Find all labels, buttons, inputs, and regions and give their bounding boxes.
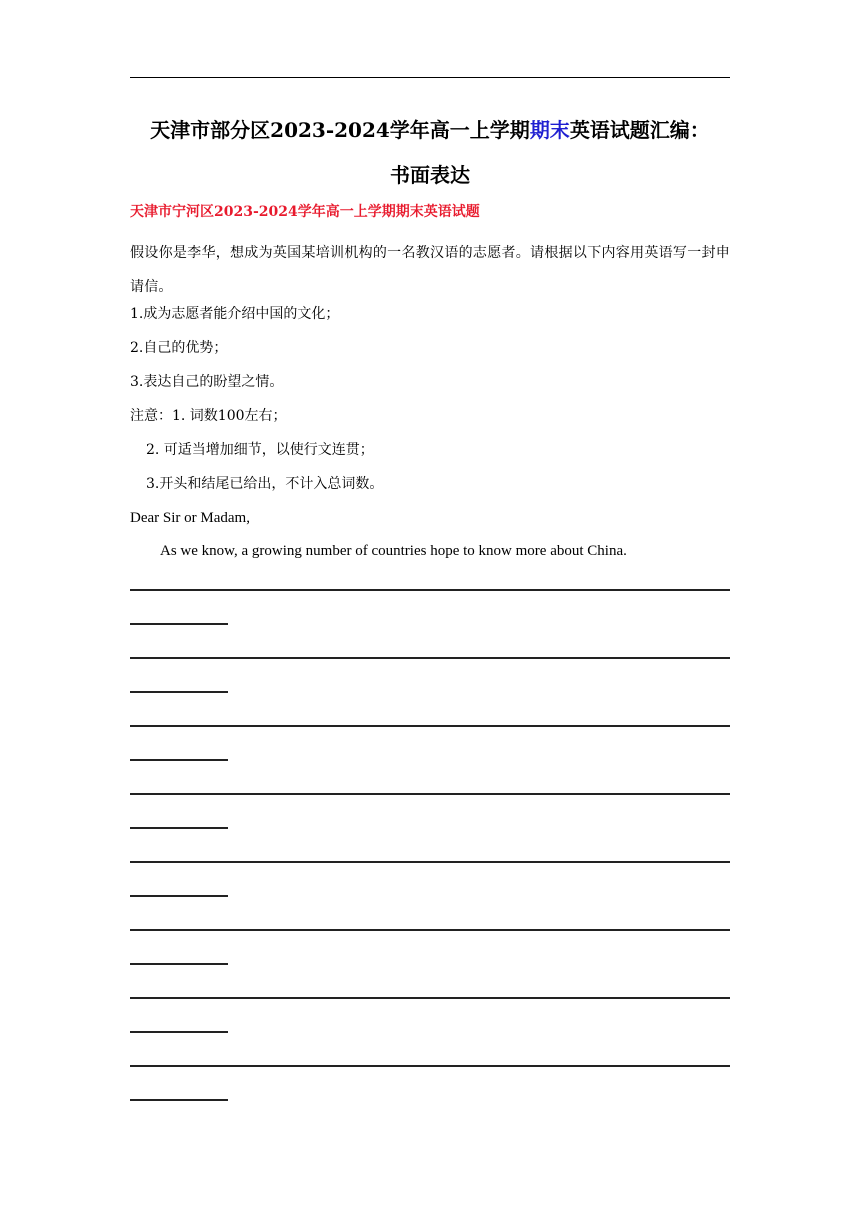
answer-line xyxy=(130,861,730,863)
note-1: 注意：1. 词数100左右； xyxy=(130,408,287,424)
answer-line-short xyxy=(130,1031,228,1033)
letter-salutation: Dear Sir or Madam, xyxy=(130,510,250,526)
note-2: 2. 可适当增加细节，以使行文连贯； xyxy=(146,442,374,458)
answer-line-pair[interactable] xyxy=(130,1065,730,1133)
section-heading: 天津市宁河区2023-2024学年高一上学期期末英语试题 xyxy=(130,204,480,220)
answer-line xyxy=(130,793,730,795)
answer-line xyxy=(130,1065,730,1067)
answer-writing-area[interactable] xyxy=(130,589,730,1133)
answer-line-pair[interactable] xyxy=(130,657,730,725)
answer-line-short xyxy=(130,895,228,897)
answer-line xyxy=(130,929,730,931)
page-subtitle: 书面表达 xyxy=(390,163,470,187)
answer-line xyxy=(130,997,730,999)
answer-line-short xyxy=(130,963,228,965)
answer-line-pair[interactable] xyxy=(130,929,730,997)
answer-line xyxy=(130,657,730,659)
title-part-before: 天津市部分区2023-2024学年高一上学期 xyxy=(150,118,530,142)
answer-line-pair[interactable] xyxy=(130,589,730,657)
answer-line-short xyxy=(130,691,228,693)
answer-line xyxy=(130,725,730,727)
answer-line-pair[interactable] xyxy=(130,997,730,1065)
requirement-point-1: 1.成为志愿者能介绍中国的文化； xyxy=(130,306,340,322)
answer-line-short xyxy=(130,759,228,761)
answer-line-pair[interactable] xyxy=(130,793,730,861)
letter-opening-sentence: As we know, a growing number of countries hope to know more about China. xyxy=(160,543,627,559)
note-3: 3.开头和结尾已给出，不计入总词数。 xyxy=(146,476,384,492)
answer-line-pair[interactable] xyxy=(130,861,730,929)
answer-line-pair[interactable] xyxy=(130,725,730,793)
requirement-point-3: 3.表达自己的盼望之情。 xyxy=(130,374,284,390)
answer-line-short xyxy=(130,623,228,625)
page-title xyxy=(130,116,730,144)
header-rule xyxy=(130,77,730,78)
requirement-point-2: 2.自己的优势； xyxy=(130,340,228,356)
title-highlight: 期末 xyxy=(529,118,570,142)
answer-line-short xyxy=(130,827,228,829)
task-prompt: 假设你是李华，想成为英国某培训机构的一名教汉语的志愿者。请根据以下内容用英语写一封申请信。 xyxy=(130,245,730,295)
answer-line xyxy=(130,589,730,591)
title-part-after: 英语试题汇编： xyxy=(569,118,710,142)
answer-line-short xyxy=(130,1099,228,1101)
